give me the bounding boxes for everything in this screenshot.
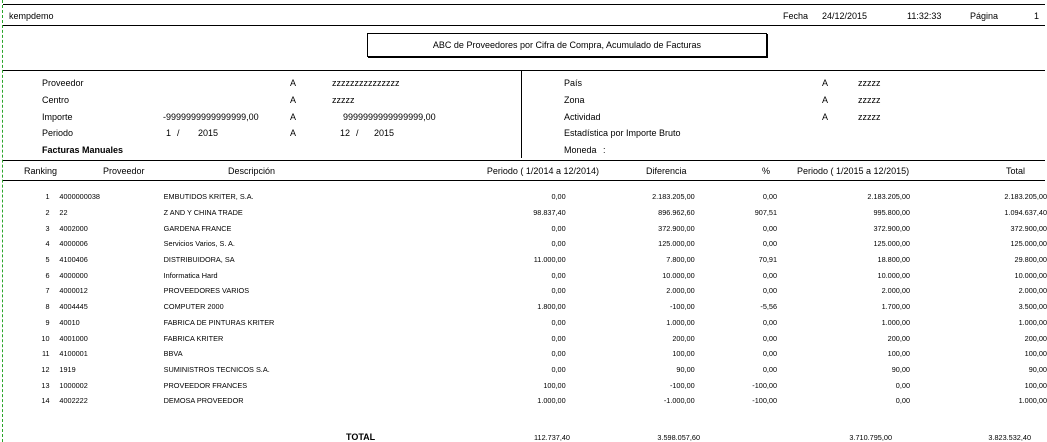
cell-descripcion: EMBUTIDOS KRITER, S.A. (163, 192, 254, 202)
filter-pais-to: zzzzz (858, 78, 881, 88)
cell-diferencia: 372.900,00 (658, 223, 695, 233)
cell-spacer (50, 315, 60, 331)
cell-percent: 0,00 (762, 239, 778, 249)
cell-spacer (50, 205, 60, 221)
cell-periodo-2: 100,00 (887, 349, 910, 359)
cell-periodo-1: 98.837,40 (533, 208, 566, 218)
cell-proveedor: 1000002 (59, 380, 88, 390)
cell-periodo-2: 2.000,00 (881, 286, 910, 296)
cell-ranking: 9 (45, 317, 50, 327)
filter-pais-label: País (564, 78, 583, 88)
filter-zona-to: zzzzz (858, 95, 881, 105)
cell-total: 1.094.637,40 (1004, 208, 1047, 218)
cell-diferencia: 2.000,00 (666, 286, 695, 296)
col-proveedor: Proveedor (103, 166, 145, 176)
cell-periodo-1: 100,00 (543, 380, 566, 390)
cell-diferencia: 896.962,60 (658, 208, 695, 218)
cell-proveedor: 4002000 (59, 223, 88, 233)
col-descripcion: Descripción (228, 166, 276, 176)
cell-periodo-1: 0,00 (551, 286, 566, 296)
cell-descripcion: GARDENA FRANCE (163, 223, 232, 233)
cell-periodo-2: 90,00 (891, 364, 910, 374)
cell-spacer (50, 252, 60, 268)
table-row (0, 236, 1047, 252)
cell-ranking: 13 (41, 380, 50, 390)
report-title-box (367, 33, 767, 57)
cell-proveedor: 1919 (59, 364, 76, 374)
filter-periodo-to-month: 12 (340, 128, 351, 138)
cell-diferencia: 7.800,00 (666, 255, 695, 265)
cell-proveedor: 4100406 (59, 255, 88, 265)
moneda-label: Moneda (564, 145, 597, 155)
filter-periodo-a: A (290, 128, 297, 138)
filter-periodo-from-month: 1 (166, 128, 172, 138)
moneda-sep: : (603, 145, 606, 155)
cell-spacer (50, 377, 60, 393)
cell-descripcion: FABRICA KRITER (163, 333, 224, 343)
cell-diferencia: 10.000,00 (662, 270, 695, 280)
cell-periodo-2: 18.800,00 (877, 255, 910, 265)
cell-spacer (50, 283, 60, 299)
cell-total: 125.000,00 (1010, 239, 1047, 249)
cell-total: 200,00 (1024, 333, 1047, 343)
filter-zona-label: Zona (564, 95, 585, 105)
cell-periodo-1: 11.000,00 (533, 255, 566, 265)
cell-spacer (50, 267, 60, 283)
cell-total: 372.900,00 (1010, 223, 1047, 233)
cell-spacer (50, 330, 60, 346)
header-bottom-rule (3, 25, 1045, 26)
report-title: ABC de Proveedores por Cifra de Compra, Acumulado de Facturas (432, 40, 702, 50)
results-table (0, 189, 1047, 409)
table-row (0, 377, 1047, 393)
cell-total: 10.000,00 (1014, 270, 1047, 280)
columns-top-rule (3, 160, 1045, 161)
col-diferencia: Diferencia (646, 166, 687, 176)
cell-periodo-1: 0,00 (551, 239, 566, 249)
cell-diferencia: -100,00 (669, 380, 695, 390)
total-total: 3.823.532,40 (988, 433, 1031, 442)
filter-actividad-to: zzzzz (858, 112, 881, 122)
cell-percent: 0,00 (762, 223, 778, 233)
total-periodo-1: 112.737,40 (534, 433, 570, 442)
cell-descripcion: DEMOSA PROVEEDOR (163, 396, 244, 406)
cell-spacer (50, 220, 60, 236)
cell-spacer (150, 393, 164, 409)
cell-periodo-1: 1.800,00 (537, 302, 566, 312)
cell-descripcion: COMPUTER 2000 (163, 302, 224, 312)
col-percent: % (762, 166, 771, 176)
cell-spacer (150, 267, 164, 283)
cell-descripcion: Servicios Varios, S. A. (163, 239, 235, 249)
cell-ranking: 14 (41, 396, 50, 406)
filter-periodo-to-sep: / (356, 128, 359, 138)
cell-spacer (150, 220, 164, 236)
cell-periodo-1: 0,00 (551, 349, 566, 359)
table-row (0, 267, 1047, 283)
cell-total: 100,00 (1024, 380, 1047, 390)
cell-diferencia: 90,00 (676, 364, 695, 374)
filters-divider (521, 70, 522, 158)
col-ranking: Ranking (24, 166, 58, 176)
cell-percent: 0,00 (762, 333, 778, 343)
cell-periodo-2: 0,00 (895, 396, 910, 406)
cell-proveedor: 22 (59, 208, 68, 218)
table-row (0, 252, 1047, 268)
header-top-rule (3, 4, 1045, 5)
col-total: Total (1005, 166, 1025, 176)
cell-ranking: 1 (45, 192, 50, 202)
cell-periodo-2: 125.000,00 (873, 239, 910, 249)
cell-periodo-1: 0,00 (551, 223, 566, 233)
table-row (0, 299, 1047, 315)
filter-importe-from: -9999999999999999,00 (163, 112, 259, 122)
filter-pais-a: A (822, 78, 829, 88)
cell-spacer (50, 346, 60, 362)
cell-proveedor: 40010 (59, 317, 80, 327)
cell-spacer (50, 362, 60, 378)
cell-diferencia: 125.000,00 (658, 239, 695, 249)
cell-spacer (150, 236, 164, 252)
cell-diferencia: 2.183.205,00 (652, 192, 695, 202)
cell-spacer (150, 189, 164, 205)
cell-periodo-1: 0,00 (551, 270, 566, 280)
cell-ranking: 5 (45, 255, 50, 265)
cell-periodo-1: 0,00 (551, 192, 566, 202)
cell-spacer (150, 252, 164, 268)
cell-percent: 70,91 (758, 255, 778, 265)
cell-proveedor: 4000000 (59, 270, 88, 280)
cell-periodo-2: 1.000,00 (881, 317, 910, 327)
filter-proveedor-label: Proveedor (42, 78, 84, 88)
cell-percent: -100,00 (752, 396, 778, 406)
filter-proveedor-a: A (290, 78, 297, 88)
cell-ranking: 12 (41, 364, 50, 374)
cell-percent: 0,00 (762, 286, 778, 296)
filter-actividad-label: Actividad (564, 112, 601, 122)
cell-percent: 0,00 (762, 192, 778, 202)
cell-ranking: 4 (45, 239, 50, 249)
estadistica-label: Estadística por Importe Bruto (564, 128, 681, 138)
cell-spacer (50, 299, 60, 315)
cell-percent: -100,00 (752, 380, 778, 390)
cell-spacer (50, 189, 60, 205)
cell-periodo-1: 0,00 (551, 333, 566, 343)
table-row (0, 189, 1047, 205)
cell-proveedor: 4002222 (59, 396, 88, 406)
cell-percent: -5,56 (760, 302, 778, 312)
filters-top-rule (3, 70, 1045, 71)
cell-proveedor: 4000006 (59, 239, 88, 249)
cell-periodo-2: 1.700,00 (881, 302, 910, 312)
filter-periodo-from-sep: / (177, 128, 180, 138)
cell-total: 1.000,00 (1018, 317, 1047, 327)
cell-descripcion: BBVA (163, 349, 183, 359)
cell-ranking: 3 (45, 223, 50, 233)
filter-centro-to: zzzzz (332, 95, 355, 105)
columns-bottom-rule (3, 180, 1045, 181)
cell-descripcion: PROVEEDORES VARIOS (163, 286, 250, 296)
col-periodo-1: Periodo ( 1/2014 a 12/2014) (486, 166, 599, 176)
page-number: 1 (1034, 11, 1040, 21)
cell-ranking: 10 (41, 333, 50, 343)
cell-diferencia: -1.000,00 (663, 396, 695, 406)
cell-percent: 0,00 (762, 317, 778, 327)
cell-periodo-1: 1.000,00 (537, 396, 566, 406)
cell-proveedor: 4004445 (59, 302, 88, 312)
filter-zona-a: A (822, 95, 829, 105)
table-row (0, 220, 1047, 236)
cell-total: 90,00 (1028, 364, 1047, 374)
filter-periodo-from-year: 2015 (198, 128, 219, 138)
total-label: TOTAL (346, 432, 376, 442)
cell-descripcion: DISTRIBUIDORA, SA (163, 255, 235, 265)
cell-periodo-1: 0,00 (551, 364, 566, 374)
cell-ranking: 2 (45, 208, 50, 218)
filter-centro-a: A (290, 95, 297, 105)
filter-importe-label: Importe (42, 112, 73, 122)
table-row (0, 205, 1047, 221)
table-row (0, 393, 1047, 409)
cell-spacer (150, 205, 164, 221)
table-row (0, 330, 1047, 346)
cell-total: 2.000,00 (1018, 286, 1047, 296)
cell-descripcion: PROVEEDOR FRANCES (163, 380, 248, 390)
cell-total: 100,00 (1024, 349, 1047, 359)
filter-periodo-to-year: 2015 (374, 128, 395, 138)
col-periodo-2: Periodo ( 1/2015 a 12/2015) (797, 166, 910, 176)
filter-importe-a: A (290, 112, 297, 122)
cell-spacer (150, 330, 164, 346)
cell-spacer (150, 377, 164, 393)
cell-periodo-2: 2.183.205,00 (867, 192, 910, 202)
cell-proveedor: 4000012 (59, 286, 88, 296)
cell-total: 29.800,00 (1014, 255, 1047, 265)
cell-spacer (50, 236, 60, 252)
cell-spacer (150, 299, 164, 315)
cell-descripcion: Informatica Hard (163, 270, 218, 280)
cell-percent: 907,51 (754, 208, 778, 218)
cell-percent: 0,00 (762, 349, 778, 359)
table-row (0, 315, 1047, 331)
cell-ranking: 11 (41, 349, 50, 359)
cell-periodo-2: 372.900,00 (873, 223, 910, 233)
filter-importe-to: 9999999999999999,00 (343, 112, 436, 122)
cell-percent: 0,00 (762, 364, 778, 374)
report-date: 24/12/2015 (822, 11, 868, 21)
cell-diferencia: 1.000,00 (666, 317, 695, 327)
total-periodo-2: 3.710.795,00 (849, 433, 892, 442)
cell-descripcion: FABRICA DE PINTURAS KRITER (163, 317, 275, 327)
cell-proveedor: 4000000038 (59, 192, 100, 202)
cell-ranking: 7 (45, 286, 50, 296)
cell-spacer (150, 315, 164, 331)
filter-proveedor-to: zzzzzzzzzzzzzzz (332, 78, 400, 88)
cell-descripcion: Z AND Y CHINA TRADE (163, 208, 243, 218)
cell-ranking: 8 (45, 302, 50, 312)
cell-descripcion: SUMINISTROS TECNICOS S.A. (163, 364, 270, 374)
filter-actividad-a: A (822, 112, 829, 122)
cell-total: 2.183.205,00 (1004, 192, 1047, 202)
cell-spacer (150, 346, 164, 362)
date-label: Fecha (783, 11, 809, 21)
cell-periodo-2: 995.800,00 (873, 208, 910, 218)
cell-periodo-2: 10.000,00 (877, 270, 910, 280)
cell-total: 1.000,00 (1018, 396, 1047, 406)
filter-periodo-label: Periodo (42, 128, 74, 138)
total-diferencia: 3.598.057,60 (657, 433, 700, 442)
cell-periodo-2: 200,00 (887, 333, 910, 343)
cell-periodo-1: 0,00 (551, 317, 566, 327)
cell-spacer (150, 362, 164, 378)
cell-proveedor: 4001000 (59, 333, 88, 343)
cell-spacer (150, 283, 164, 299)
table-row (0, 362, 1047, 378)
cell-periodo-2: 0,00 (895, 380, 910, 390)
table-row (0, 283, 1047, 299)
filter-centro-label: Centro (42, 95, 70, 105)
cell-ranking: 6 (45, 270, 50, 280)
cell-spacer (50, 393, 60, 409)
cell-diferencia: 100,00 (672, 349, 695, 359)
page-label: Página (970, 11, 999, 21)
cell-total: 3.500,00 (1018, 302, 1047, 312)
cell-diferencia: 200,00 (672, 333, 695, 343)
cell-diferencia: -100,00 (669, 302, 695, 312)
report-time: 11:32:33 (907, 11, 942, 21)
cell-percent: 0,00 (762, 270, 778, 280)
facturas-manuales-label: Facturas Manuales (42, 145, 124, 155)
report-user: kempdemo (9, 11, 54, 21)
table-row (0, 346, 1047, 362)
cell-proveedor: 4100001 (59, 349, 88, 359)
